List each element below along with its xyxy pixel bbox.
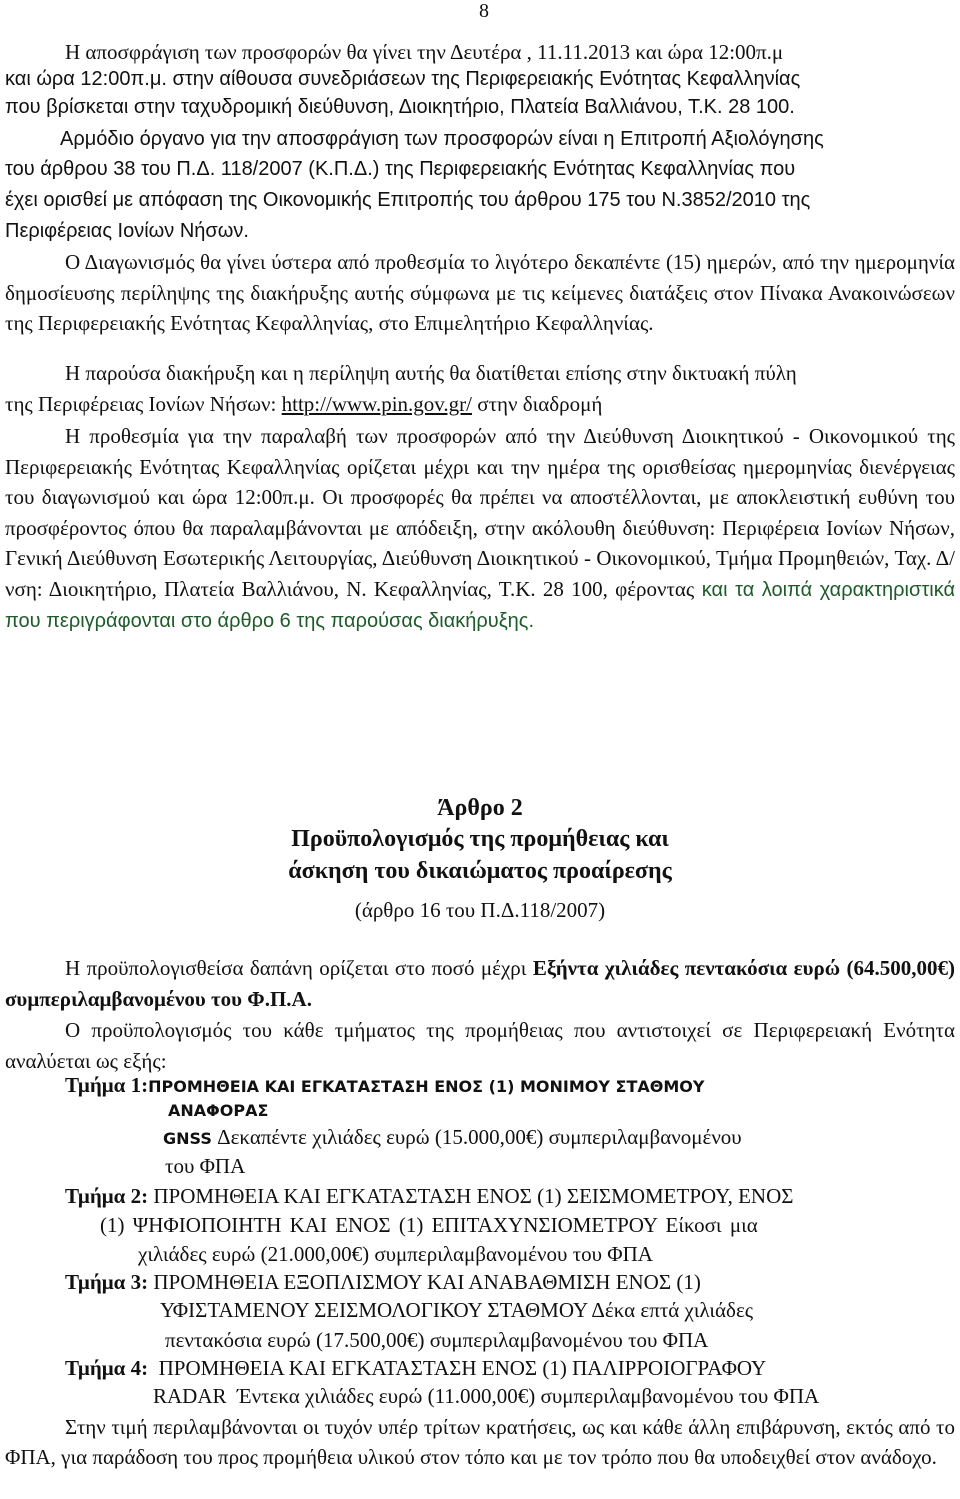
lot-2-line-2: (1) ΨΗΦΙΟΠΟΙΗΤΗ ΚΑΙ ΕΝΟΣ (1) ΕΠΙΤΑΧΥΝΣΙΟΜΕΤΡΟΥ Είκοσι μια (100, 1213, 758, 1237)
lot-3-line-3: πεντακόσια ευρώ (17.500,00€) συμπεριλαμβανομένου του ΦΠΑ (165, 1328, 709, 1352)
lot-2-line-3: χιλιάδες ευρώ (21.000,00€) συμπεριλαμβανομένου του ΦΠΑ (138, 1242, 653, 1266)
closing-paragraph: Στην τιμή περιλαμβάνονται οι τυχόν υπέρ τρίτων κρατήσεις, ως και κάθε άλλη επιβάρυνση, εκτός από το ΦΠΑ, για παράδοση του προς προμήθεια υλικού στον τόπο και με τον τρόπο που θα υποδειχθεί στον ανάδοχο. (5, 1415, 955, 1469)
availability-line-1: Η παρούσα διακήρυξη και η περίληψη αυτής θα διατίθεται επίσης στην δικτυακή πύλη (65, 361, 797, 385)
lot-label: Τμήμα 1: (65, 1073, 149, 1097)
contest-timing-paragraph: Ο Διαγωνισμός θα γίνει ύστερα από προθεσμία το λιγότερο δεκαπέντε (15) ημερών, από την ημερομηνία δημοσίευσης περίληψης της διακήρυξης αυτής σύμφωνα με τις κείμενες διατάξεις στον Πίνακα Ανακοινώσεων της Περιφερειακής Ενότητας Κεφαλληνίας, στο Επιμελητήριο Κεφαλληνίας. (5, 250, 955, 335)
deadline-paragraph: Η προθεσμία για την παραλαβή των προσφορών από την Διεύθυνση Διοικητικού - Οικονομικού της Περιφερειακής Ενότητας Κεφαλληνίας ορίζεται μέχρι και την ημέρα της ορισθείσας ημερομηνίας διενέργειας του διαγωνισμού και ώρα 12:00π.μ. Οι προσφορές θα πρέπει να αποστέλλονται, με αποκλειστική ευθύνη του προσφέροντος όπου θα παραλαμβάνονται με απόδειξη, στην ακόλουθη διεύθυνση: Περιφέρεια Ιονίων Νήσων, Γενική Διεύθυνση Εσωτερικής Λειτουργίας, Διεύθυνση Διοικητικού - Οικονομικού, Τμήμα Προμηθειών, Ταχ. Δ/νση: Διοικητήριο, Πλατεία Βαλλιάνου, Ν. Κεφαλληνίας, Τ.Κ. 28 100, φέροντας και τα λοιπά χαρακτηριστικά που περιγράφονται στο άρθρο 6 της παρούσας διακήρυξης. (5, 424, 956, 632)
lot-label: Τμήμα 3: (65, 1270, 149, 1294)
lots-intro: Ο προϋπολογισμός του κάθε τμήματος της προμήθειας που αντιστοιχεί σε Περιφερειακή Ενότητα αναλύεται ως εξής: (5, 1018, 955, 1073)
lot-1: Τμήμα 1:ΠΡΟΜΗΘΕΙΑ ΚΑΙ ΕΓΚΑΤΑΣΤΑΣΗ ΕΝΟΣ (1) ΜΟΝΙΜΟΥ ΣΤΑΘΜΟΥ (65, 1073, 705, 1097)
lot-3: Τμήμα 3: ΠΡΟΜΗΘΕΙΑ ΕΞΟΠΛΙΣΜΟΥ ΚΑΙ ΑΝΑΒΑΘΜΙΣΗ ΕΝΟΣ (1) (65, 1270, 701, 1294)
lot-2: Τμήμα 2: ΠΡΟΜΗΘΕΙΑ ΚΑΙ ΕΓΚΑΤΑΣΤΑΣΗ ΕΝΟΣ (1) ΣΕΙΣΜΟΜΕΤΡΟΥ, ΕΝΟΣ (65, 1184, 794, 1208)
lot-label: Τμήμα 2: (65, 1184, 149, 1208)
portal-link[interactable]: http://www.pin.gov.gr/ (281, 392, 472, 416)
lot-1-line-4: του ΦΠΑ (165, 1154, 246, 1178)
committee-line-4: Περιφέρειας Ιονίων Νήσων. (5, 220, 249, 242)
article-title-line-2: άσκηση του δικαιώματος προαίρεσης (288, 858, 672, 884)
committee-line-2: του άρθρου 38 του Π.Δ. 118/2007 (Κ.Π.Δ.) της Περιφερειακής Ενότητας Κεφαλληνίας που (5, 158, 796, 180)
availability-line-2: της Περιφέρειας Ιονίων Νήσων: http://www.pin.gov.gr/ στην διαδρομή (5, 392, 603, 416)
budget-amount: Εξήντα χιλιάδες πεντακόσια ευρώ (64.500,00€) συμπεριλαμβανομένου του Φ.Π.Α. (5, 956, 955, 1011)
lot-4: Τμήμα 4: ΠΡΟΜΗΘΕΙΑ ΚΑΙ ΕΓΚΑΤΑΣΤΑΣΗ ΕΝΟΣ (1) ΠΑΛΙΡΡΟΙΟΓΡΑΦΟΥ (65, 1356, 767, 1380)
committee-line-1: Αρμόδιο όργανο για την αποσφράγιση των προσφορών είναι η Επιτροπή Αξιολόγησης (60, 128, 824, 150)
article-number: Άρθρο 2 (437, 795, 523, 821)
article-reference: (άρθρο 16 του Π.Δ.118/2007) (354, 898, 606, 922)
opening-line-2: και ώρα 12:00π.μ. στην αίθουσα συνεδριάσεων της Περιφερειακής Ενότητας Κεφαλληνίας (5, 68, 801, 90)
lot-4-line-2: RADAR Έντεκα χιλιάδες ευρώ (11.000,00€) συμπεριλαμβανομένου του ΦΠΑ (153, 1384, 820, 1408)
lot-3-line-2: ΥΦΙΣΤΑΜΕΝΟΥ ΣΕΙΣΜΟΛΟΓΙΚΟΥ ΣΤΑΘΜΟΥ Δέκα επτά χιλιάδες (160, 1298, 754, 1322)
green-text: και τα λοιπά χαρακτηριστικά που περιγράφονται στο άρθρο 6 της παρούσας διακήρυξης. (5, 578, 956, 632)
article-title-line-1: Προϋπολογισμός της προμήθειας και (291, 826, 669, 852)
lot-label: Τμήμα 4: (65, 1356, 149, 1380)
committee-line-3: έχει ορισθεί με απόφαση της Οικονομικής Επιτροπής του άρθρου 175 του Ν.3852/2010 της (5, 189, 811, 211)
budget-paragraph: Η προϋπολογισθείσα δαπάνη ορίζεται στο ποσό μέχρι Εξήντα χιλιάδες πεντακόσια ευρώ (64.500,00€) συμπεριλαμβανομένου του Φ.Π.Α. (5, 956, 955, 1011)
lot-1-line-3: GNSS Δεκαπέντε χιλιάδες ευρώ (15.000,00€) συμπεριλαμβανομένου (163, 1125, 742, 1149)
opening-line-1: Η αποσφράγιση των προσφορών θα γίνει την Δευτέρα , 11.11.2013 και ώρα 12:00π.μ (65, 40, 784, 64)
page-number: 8 (479, 0, 489, 22)
opening-line-3: που βρίσκεται στην ταχυδρομική διεύθυνση, Διοικητήριο, Πλατεία Βαλλιάνου, Τ.Κ. 28 100. (5, 96, 795, 118)
lot-1-line-2: ΑΝΑΦΟΡΑΣ (168, 1101, 269, 1120)
